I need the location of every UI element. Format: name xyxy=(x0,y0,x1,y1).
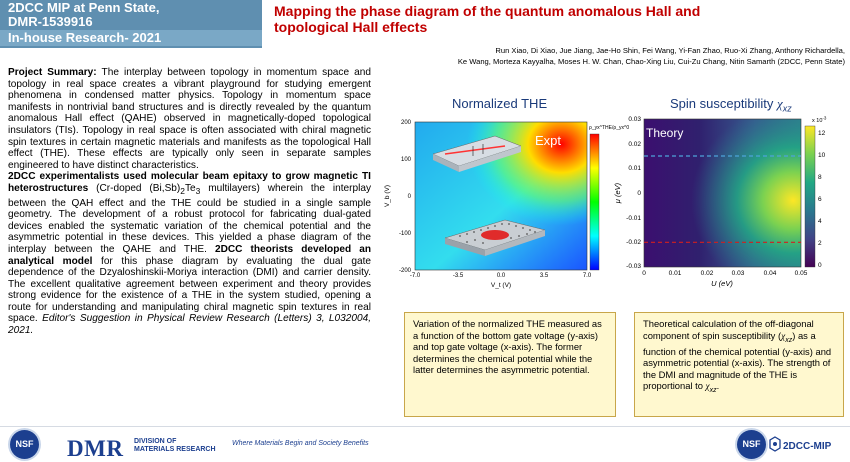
nsf-logo-right xyxy=(737,430,766,459)
colorbar-tick: 10 xyxy=(818,152,826,159)
header-band xyxy=(0,0,262,48)
x-tick-label: 0.04 xyxy=(763,270,777,277)
summary-text: (Cr-doped (Bi,Sb) xyxy=(88,182,181,194)
summary-bold-theory: 2DCC theorists developed an analytical model xyxy=(8,243,371,267)
y-axis-label: μ (eV) xyxy=(613,182,622,204)
colorbar-tick: 6 xyxy=(818,196,822,203)
chart-title-right-text: Spin susceptibility xyxy=(670,96,774,111)
y-tick-label: -0.01 xyxy=(626,215,641,222)
summary-heading: Project Summary: xyxy=(8,67,97,78)
org-title xyxy=(8,1,159,29)
colorbar-tick: 0 xyxy=(818,262,822,269)
2dcc-logo-icon xyxy=(769,436,781,452)
y-axis-label: V_b (V) xyxy=(384,184,391,208)
org-title-line2: DMR-1539916 xyxy=(8,14,93,29)
x-tick-label: -7.0 xyxy=(409,273,421,279)
x-tick-label: 0.03 xyxy=(731,270,745,277)
y-tick-labels xyxy=(399,120,412,274)
nsf-logo-text: NSF xyxy=(742,439,761,449)
dmr-logo: DMR xyxy=(67,436,124,461)
x-tick-label: 0.0 xyxy=(496,273,506,279)
summary-text: for this phase diagram by evaluating the dual gate dependence of the Dzyaloshinskii-Moriya interaction (DMI) and carrier density. The excellent qualitative agreement between experiment and theory provides strong evidence for the existence of a THE in the system studied, opening a route for understanding and manipulating chiral magnetic spin textures in real space. xyxy=(8,255,371,325)
x-tick-labels xyxy=(410,273,592,279)
page-title: Mapping the phase diagram of the quantum anomalous Hall and topological Hall effects xyxy=(274,3,701,35)
colorbar-exponent: -3 xyxy=(822,115,827,121)
expt-annotation: Expt xyxy=(535,133,562,148)
publication-reference: Editor's Suggestion in Physical Review Research (Letters) 3, L032004, 2021. xyxy=(8,313,371,337)
chart-title-left: Normalized THE xyxy=(452,96,548,111)
colorbar-right xyxy=(805,126,815,267)
author-list xyxy=(350,46,845,67)
x-axis-label: U (eV) xyxy=(711,279,733,288)
x-tick-label: 7.0 xyxy=(582,273,592,279)
chi-subscript: xz xyxy=(709,387,717,395)
org-title-line1: 2DCC MIP at Penn State, xyxy=(8,0,160,15)
x-axis-label: V_t (V) xyxy=(490,282,512,289)
caption-right-text: Theoretical calculation of the off-diagonal component of spin susceptibility ( xyxy=(643,318,814,341)
division-line1: DIVISION OF xyxy=(134,438,177,445)
y-tick-label: -0.03 xyxy=(626,263,641,270)
y-tick-label: -0.02 xyxy=(626,239,641,246)
division-name xyxy=(134,438,216,454)
2dcc-mip-brand: 2DCC-MIP xyxy=(783,441,832,452)
y-tick-label: 0.03 xyxy=(628,116,641,123)
y-tick-label: 200 xyxy=(400,120,411,126)
y-tick-label: -200 xyxy=(398,268,411,274)
x-tick-label: 0 xyxy=(642,270,646,277)
colorbar-multiplier xyxy=(812,116,827,125)
colorbar-label-left: ρ_yx^THE/ρ_yx^0 xyxy=(589,125,630,131)
project-summary xyxy=(8,67,371,337)
chi-subscript: xz xyxy=(782,103,792,114)
y-tick-label: 0.01 xyxy=(628,165,641,172)
y-tick-label: 0 xyxy=(407,194,411,200)
nsf-logo xyxy=(10,430,39,459)
y-tick-labels xyxy=(626,116,641,270)
caption-right xyxy=(634,312,844,417)
footer-tagline: Where Materials Begin and Society Benefits xyxy=(232,440,369,447)
y-tick-label: 0 xyxy=(637,190,641,197)
subscript: 3 xyxy=(195,185,201,196)
colorbar-tick: 8 xyxy=(818,174,822,181)
colorbar-left xyxy=(590,134,599,270)
colorbar-tick: 4 xyxy=(818,218,822,225)
summary-text: multilayers) wherein the interplay between the QAH effect and the THE could be studied in a single sample geometry. The development of a robust protocol for fabricating dual-gated devices enabled the systematic variation of the chemical potential and the asymmetric potential in these devices. This yielded a phase diagram of the interplay between the QAHE and THE. xyxy=(8,182,371,255)
x-tick-labels xyxy=(642,270,808,277)
chi-subscript: xz xyxy=(785,336,793,344)
authors-line2: Ke Wang, Morteza Kayyalha, Moses H. W. Chan, Chao-Xing Liu, Cui-Zu Chang, Nitin Samarth (2DCC, Penn State) xyxy=(457,56,845,66)
caption-right-text: ) as a function of the chemical potential (y-axis) and asymmetric potential (x-axis). The strength of the DMI and magnitude of the THE is proportional to xyxy=(643,329,832,392)
x-tick-label: 0.01 xyxy=(668,270,682,277)
y-tick-label: 100 xyxy=(400,157,411,163)
footer xyxy=(0,426,850,461)
colorbar-tick: 12 xyxy=(818,130,826,137)
y-tick-label: 0.02 xyxy=(628,141,641,148)
summary-paragraph-1: The interplay between topology in momentum space and topology in real space creates a vibrant playground for studying emergent phenomena in condensed matter physics. Topology in momentum space manifests in nontrivial band structures and is directly revealed by the quantum anomalous Hall effect (QAHE) observed in magnetically-doped topological insulators (TIs). Topology in real space is often associated with chiral magnetic spin textures in certain magnetic materials and manifests as the topological Hall effect (THE). These effects are typically only seen in separate samples engineered to have distinct characteristics. xyxy=(8,67,371,171)
chi-symbol: χ xyxy=(705,382,710,393)
colorbar-tick: 2 xyxy=(818,240,822,247)
authors-line1: Run Xiao, Di Xiao, Jue Jiang, Jae-Ho Shin, Fei Wang, Yi-Fan Zhao, Ruo-Xi Zhang, Anthony Richardella, xyxy=(495,46,845,55)
x-tick-label: -3.5 xyxy=(452,273,464,279)
nsf-logo-text: NSF xyxy=(15,439,34,449)
org-subtitle: In-house Research- 2021 xyxy=(0,30,262,46)
spin-susceptibility-heatmap xyxy=(612,112,848,290)
x-tick-label: 0.05 xyxy=(794,270,808,277)
caption-right-text: . xyxy=(716,380,720,392)
summary-text: Te xyxy=(184,182,196,194)
division-line2: MATERIALS RESEARCH xyxy=(134,446,216,453)
colorbar-multiplier-base: x 10 xyxy=(812,118,823,124)
heatmap-hotspot xyxy=(644,119,801,267)
summary-bold-experimental: 2DCC experimentalists used molecular beam epitaxy to grow magnetic TI heterostructures xyxy=(8,171,371,194)
chi-symbol: χ xyxy=(781,331,786,342)
caption-left: Variation of the normalized THE measured as a function of the bottom gate voltage (y-axis) and top gate voltage (x-axis). The former determines the chemical potential while the latter determines the asymmetric potential. xyxy=(404,312,616,417)
chart-title-right xyxy=(670,96,792,114)
subscript: 2 xyxy=(180,185,185,196)
colorbar-ticks xyxy=(818,130,826,269)
x-tick-label: 3.5 xyxy=(539,273,549,279)
theory-annotation: Theory xyxy=(646,126,684,140)
x-tick-label: 0.02 xyxy=(700,270,714,277)
y-tick-label: -100 xyxy=(398,231,411,237)
chi-symbol: χ xyxy=(776,96,783,111)
